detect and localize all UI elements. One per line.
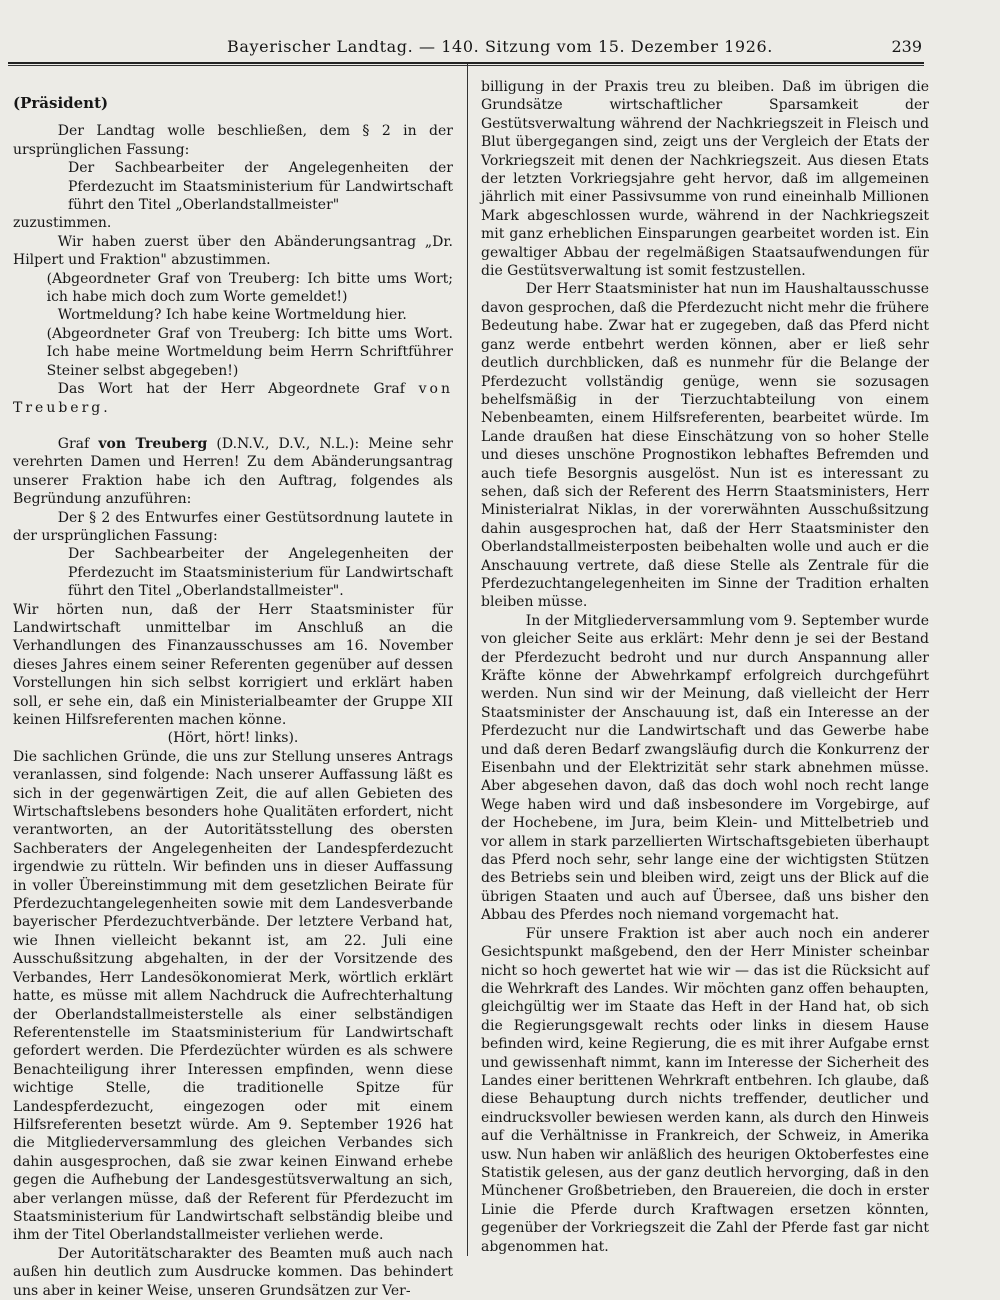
- paragraph: Die sachlichen Gründe, die uns zur Stellung unseres Antrags veranlassen, sind folgende: Nach unserer Auffassung läßt es sich in der gegenwärtigen Zeit, die auf allen Gebieten des Wirtschaftslebens besonders hohe Qualitäten erfordert, nicht verantworten, an der Autoritätsstellung des obersten Sachberaters der Angelegenheiten der Landespferdezucht irgendwie zu rütteln. Wir befinden uns in dieser Auffassung in voller Übereinstimmung mit dem gesetzlichen Beirate für Pferdezuchtangelegenheiten sowie mit dem Landesverbande bayerischer Pferdezuchtverbände. Der letztere Verband hat, wie Ihnen vielleicht bekannt ist, am 22. Juli eine Ausschußsitzung abgehalten, in der der Vorsitzende des Verbandes, Herr Landesökonomierat Merk, wörtlich erklärt hatte, es müsse mit allem Nachdruck die Aufrechterhaltung der Oberlandstallmeisterstelle als einer selbständigen Referentenstelle im Staatsministerium für Landwirtschaft gefordert werden. Die Pferdezüchter würden es als schwere Benachteiligung ihrer Interessen empfinden, wenn diese wichtige Stelle, die traditionelle Spitze für Landespferdezucht, eingezogen oder mit einem Hilfsreferenten besetzt würde. Am 9. September 1926 hat die Mitgliederversammlung des gleichen Verbandes sich dahin ausgesprochen, daß sie zwar keinen Einwand erhebe gegen die Aufhebung der Landesgestütsverwaltung an sich, aber verlangen müsse, daß der Referent für Pferdezucht im Staatsministerium für Landwirtschaft selbständig bleibe und ihm der Titel Oberlandstallmeister verliehen werde.: [13, 748, 453, 1244]
- speaker-name: von Treuberg: [98, 435, 208, 452]
- header-rule-thin: [8, 65, 924, 66]
- speaker-name: von Treuberg: [13, 381, 453, 416]
- page-number: 239: [891, 37, 922, 56]
- paragraph: Wir haben zuerst über den Abänderungsantrag „Dr. Hilpert und Fraktion" abzustimmen.: [13, 233, 453, 269]
- text-run: Das Wort hat der Herr Abgeordnete Graf: [57, 381, 419, 398]
- paragraph: [13, 380, 453, 417]
- paragraph: Der Autoritätscharakter des Beamten muß auch nach außen hin deutlich zum Ausdrucke kommen. Das behindert uns aber in keiner Weise, unseren Grundsätzen zur Ver-: [13, 1245, 453, 1299]
- paragraph: billigung in der Praxis treu zu bleiben. Daß im übrigen die Grundsätze wirtschaftlicher Sparsamkeit der Gestütsverwaltung während der Nachkriegszeit in Fleisch und Blut übergegangen sind, zeigt uns der Vergleich der Etats der Vorkriegszeit mit denen der Nachkriegszeit. Aus diesen Etats der letzten Vorkriegsjahre geht hervor, daß im allgemeinen jährlich mit einer Passivsumme von rund eineinhalb Millionen Mark abgeschlossen wurde, während in der Nachkriegszeit mit ganz erheblichen Einsparungen gearbeitet worden ist. Ein gewaltiger Abbau der regelmäßigen Staatsaufwendungen für die Gestütsverwaltung ist somit festzustellen.: [481, 79, 929, 280]
- paragraph: In der Mitgliederversammlung vom 9. September wurde von gleicher Seite aus erklärt: Mehr denn je sei der Bestand der Pferdezucht bedroht und nur durch Anspannung aller Kräfte könne der Abwehrkampf erfolgreich durchgeführt werden. Nun sind wir der Meinung, daß vielleicht der Herr Staatsminister der Anschauung ist, daß ein Interesse an der Pferdezucht nur die Landwirtschaft und das Gewerbe habe und daß deren Bedarf zwangsläufig durch die Konkurrenz der Eisenbahn und der Elektrizität sehr stark abnehmen müsse. Aber abgesehen davon, daß das doch wohl noch recht lange Wege haben wird und daß insbesondere im Vorgebirge, auf der Hochebene, im Jura, beim Klein- und Mittelbetrieb und vor allem in stark parzellierten Wirtschaftsgebieten überhaupt das Pferd noch sehr, sehr lange eine der wichtigsten Stützen des Betriebs sein und bleiben wird, zeigt uns der Blick auf die übrigen Staaten und auch auf Übersee, daß uns bisher den Abbau des Pferdes noch niemand vorgemacht hat.: [481, 612, 929, 924]
- speaker-label: (Präsident): [13, 94, 109, 112]
- running-title: Bayerischer Landtag. — 140. Sitzung vom 15. Dezember 1926.: [227, 37, 773, 56]
- paragraph: zuzustimmen.: [13, 215, 112, 232]
- text-run: .: [103, 399, 108, 416]
- paragraph: Der Landtag wolle beschließen, dem § 2 in der ursprünglichen Fassung:: [13, 123, 453, 158]
- paragraph: Wir hörten nun, daß der Herr Staatsminister für Landwirtschaft unmittelbar im Anschluß an die Verhandlungen des Finanzausschusses am 16. November dieses Jahres einem seiner Referenten gegenüber auf dessen Vorstellungen hin sich selbst korrigiert und erklärt haben soll, er sehe ein, daß ein Ministerialbeamter der Gruppe XII keinen Hilfsreferenten machen könne.: [13, 601, 453, 728]
- text-run: Graf: [57, 435, 99, 452]
- left-column: [13, 86, 453, 1300]
- right-column: [481, 78, 929, 1256]
- header-rule: [8, 62, 924, 64]
- paragraph: Der Herr Staatsminister hat nun im Haushaltausschusse davon gesprochen, daß die Pferdezucht nicht mehr die frühere Bedeutung habe. Zwar hat er zugegeben, daß das Pferd nicht ganz werde entbehrt werden können, aber er ließ sehr deutlich durchblicken, daß es nunmehr für die Belange der Pferdezucht vollständig genüge, wenn sie sozusagen behelfsmäßig in der Tierzuchtabteilung von einem Nebenbeamten, einem Hilfsreferenten, bearbeitet würde. Im Lande draußen hat diese Einschätzung von so hoher Stelle und dieses unschöne Prognostikon lebhaftes Befremden und auch tiefe Besorgnis ausgelöst. Nun ist es interessant zu sehen, daß sich der Referent des Herrn Staatsministers, Herr Ministerialrat Niklas, in der vorerwähnten Ausschußsitzung dahin ausgesprochen hat, daß der Herr Staatsminister den Oberlandstallmeisterposten beibehalten wolle und auch er die Anschauung vertrete, daß diese Stelle als Zentrale für die Pferdezuchtangelegenheiten im Sinne der Tradition erhalten bleiben müsse.: [481, 281, 929, 611]
- spacer: [13, 417, 453, 435]
- page-header: [0, 36, 1000, 60]
- paragraph: Wortmeldung? Ich habe keine Wortmeldung hier.: [57, 307, 407, 324]
- interjection: (Abgeordneter Graf von Treuberg: Ich bitte ums Wort. Ich habe meine Wortmeldung beim Herrn Schriftführer Steiner selbst abgegeben!): [46, 325, 453, 379]
- quoted-clause: Der Sachbearbeiter der Angelegenheiten der Pferdezucht im Staatsministerium für Landwirtschaft führt den Titel „Oberlandstallmeister".: [68, 546, 453, 600]
- column-divider: [467, 64, 468, 1256]
- interjection: (Hört, hört! links).: [167, 730, 299, 747]
- paragraph: Für unsere Fraktion ist aber auch noch ein anderer Gesichtspunkt maßgebend, den der Herr Minister scheinbar nicht so hoch gewertet hat wie wir — das ist die Rücksicht auf die Wehrkraft des Landes. Wir möchten ganz offen behaupten, gleichgültig wer im Staate das Heft in der Hand hat, ob sich die Regierungsgewalt rechts oder links in diesem Hause befinden wird, keine Regierung, die es mit ihrer Aufgabe ernst und gewissenhaft nimmt, kann im Interesse der Sicherheit des Landes einer berittenen Wehrkraft entbehren. Ich glaube, daß diese Behauptung durch nichts treffender, deutlicher und eindrucksvoller bewiesen werden kann, als durch den Hinweis auf die Verhältnisse in Frankreich, der Schweiz, in Amerika usw. Nun haben wir anläßlich des heurigen Oktoberfestes eine Statistik gelesen, aus der ganz deutlich hervorging, daß in den Münchener Großbetrieben, den Brauereien, die doch in erster Linie die Pferde durch Kraftwagen ersetzen könnten, gegenüber der Vorkriegszeit die Zahl der Pferde fast gar nicht abgenommen hat.: [481, 925, 929, 1255]
- interjection: (Abgeordneter Graf von Treuberg: Ich bitte ums Wort; ich habe mich doch zum Worte gemeldet!): [46, 270, 453, 306]
- speech-opening: [13, 435, 453, 509]
- text-run: (D.N.V., D.V., N.L.): Meine sehr verehrten Damen und Herren! Zu dem Abänderungsantrag unserer Fraktion habe ich den Auftrag, folgendes als Begründung anzuführen:: [13, 435, 454, 508]
- paragraph: Der § 2 des Entwurfes einer Gestütsordnung lautete in der ursprünglichen Fassung:: [13, 509, 453, 544]
- quoted-clause: Der Sachbearbeiter der Angelegenheiten der Pferdezucht im Staatsministerium für Landwirtschaft führt den Titel „Oberlandstallmeister": [68, 160, 453, 214]
